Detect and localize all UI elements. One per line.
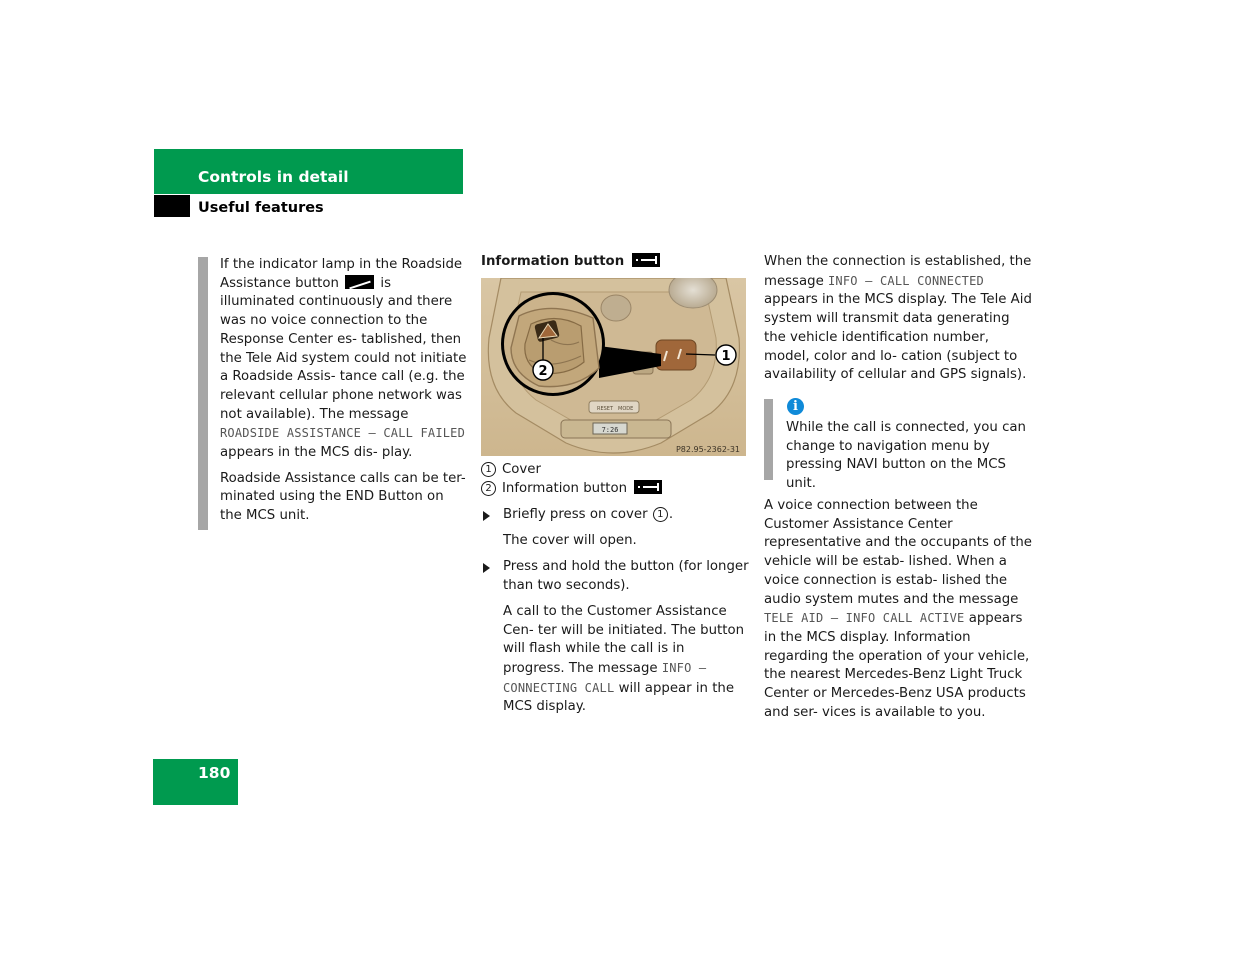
information-button-icon [634, 480, 662, 494]
bullet-arrow-icon [483, 563, 490, 573]
instruction-steps [481, 506, 749, 725]
info-button-heading: Information button [481, 253, 749, 272]
mcs-message-call-failed: ROADSIDE ASSISTANCE – CALL FAILED [220, 426, 466, 441]
voice-connection-paragraph: A voice connection between the Customer Assistance Center representative and the occupants of the vehicle will be estab- lished. When a voice connection is estab- lished the audio system mutes and the message TELE AID – INFO CALL ACTIVE appears in the MCS display. Information regarding the operation of your vehicle, the nearest Mercedes-Benz Light Truck Center or Mercedes-Benz USA products and ser- vices is available to you. [764, 498, 1032, 720]
figure-code: P82.95-2362-31 [675, 445, 740, 454]
step-press-cover: Briefly press on cover 1 . [481, 506, 749, 525]
callout-1: 1 [721, 349, 731, 364]
roadside-paragraph-2: Roadside Assistance calls can be ter- minated using the END Button on the MCS unit. [220, 470, 466, 524]
connection-paragraph-1: When the connection is established, the message INFO – CALL CONNECTED appears in the MCS display. The Tele Aid system will transmit data generating the vehicle identification number, model, color and lo- cation (subject to availability of cellular and GPS signals). [764, 254, 1032, 383]
info-note-bar [764, 399, 773, 480]
info-icon: i [787, 398, 804, 415]
roadside-note [220, 256, 468, 533]
page-number: 180 [198, 764, 231, 782]
illustration-legend [481, 461, 749, 498]
note-sidebar-bar [198, 257, 208, 530]
legend-item-information-button: 2 Information button [481, 480, 749, 499]
callout-2: 2 [538, 364, 548, 379]
subsection-title: Useful features [198, 200, 324, 216]
clock-display-text: 7:26 [601, 426, 619, 434]
mcs-message-connecting-call: INFO – CONNECTING CALL [503, 660, 707, 695]
panel-label-reset: RESET [597, 406, 614, 412]
result-cover-opens: The cover will open. [503, 532, 637, 548]
step-press-hold: Press and hold the button (for longer than two seconds). [481, 558, 749, 595]
mcs-message-info-call-active: TELE AID – INFO CALL ACTIVE [764, 611, 965, 626]
connection-text [764, 253, 1034, 392]
info-button-section [481, 253, 749, 279]
voice-connection-text [764, 497, 1034, 722]
roadside-assistance-icon [345, 275, 374, 289]
information-button-icon [632, 253, 660, 267]
roadside-paragraph-1: If the indicator lamp in the Roadside Assistance button is illuminated continuously and there was no voice connection to the Response Center es- tablished, then the Tele Aid system could not initiate a Roadside Assis- tance call (e.g. the relevant cellular phone network was not available). The message ROADSIDE ASSISTANCE – CALL FAILED appears in the MCS dis- play. [220, 257, 467, 461]
section-title: Controls in detail [198, 168, 349, 186]
panel-label-mode: MODE [618, 406, 634, 412]
info-note-text: While the call is connected, you can change to navigation menu by pressing NAVI button on the MCS unit. [786, 420, 1026, 492]
result-call-initiated: A call to the Customer Assistance Cen- ter will be initiated. The button will flash while the call is in progress. The message INFO – CONNECTING CALL will appear in the MCS display. [503, 603, 745, 715]
overhead-console-illustration [481, 278, 746, 456]
mcs-message-call-connected: INFO – CALL CONNECTED [828, 273, 984, 288]
subsection-marker [154, 195, 190, 217]
legend-item-cover: 1 Cover [481, 461, 749, 480]
bullet-arrow-icon [483, 511, 490, 521]
